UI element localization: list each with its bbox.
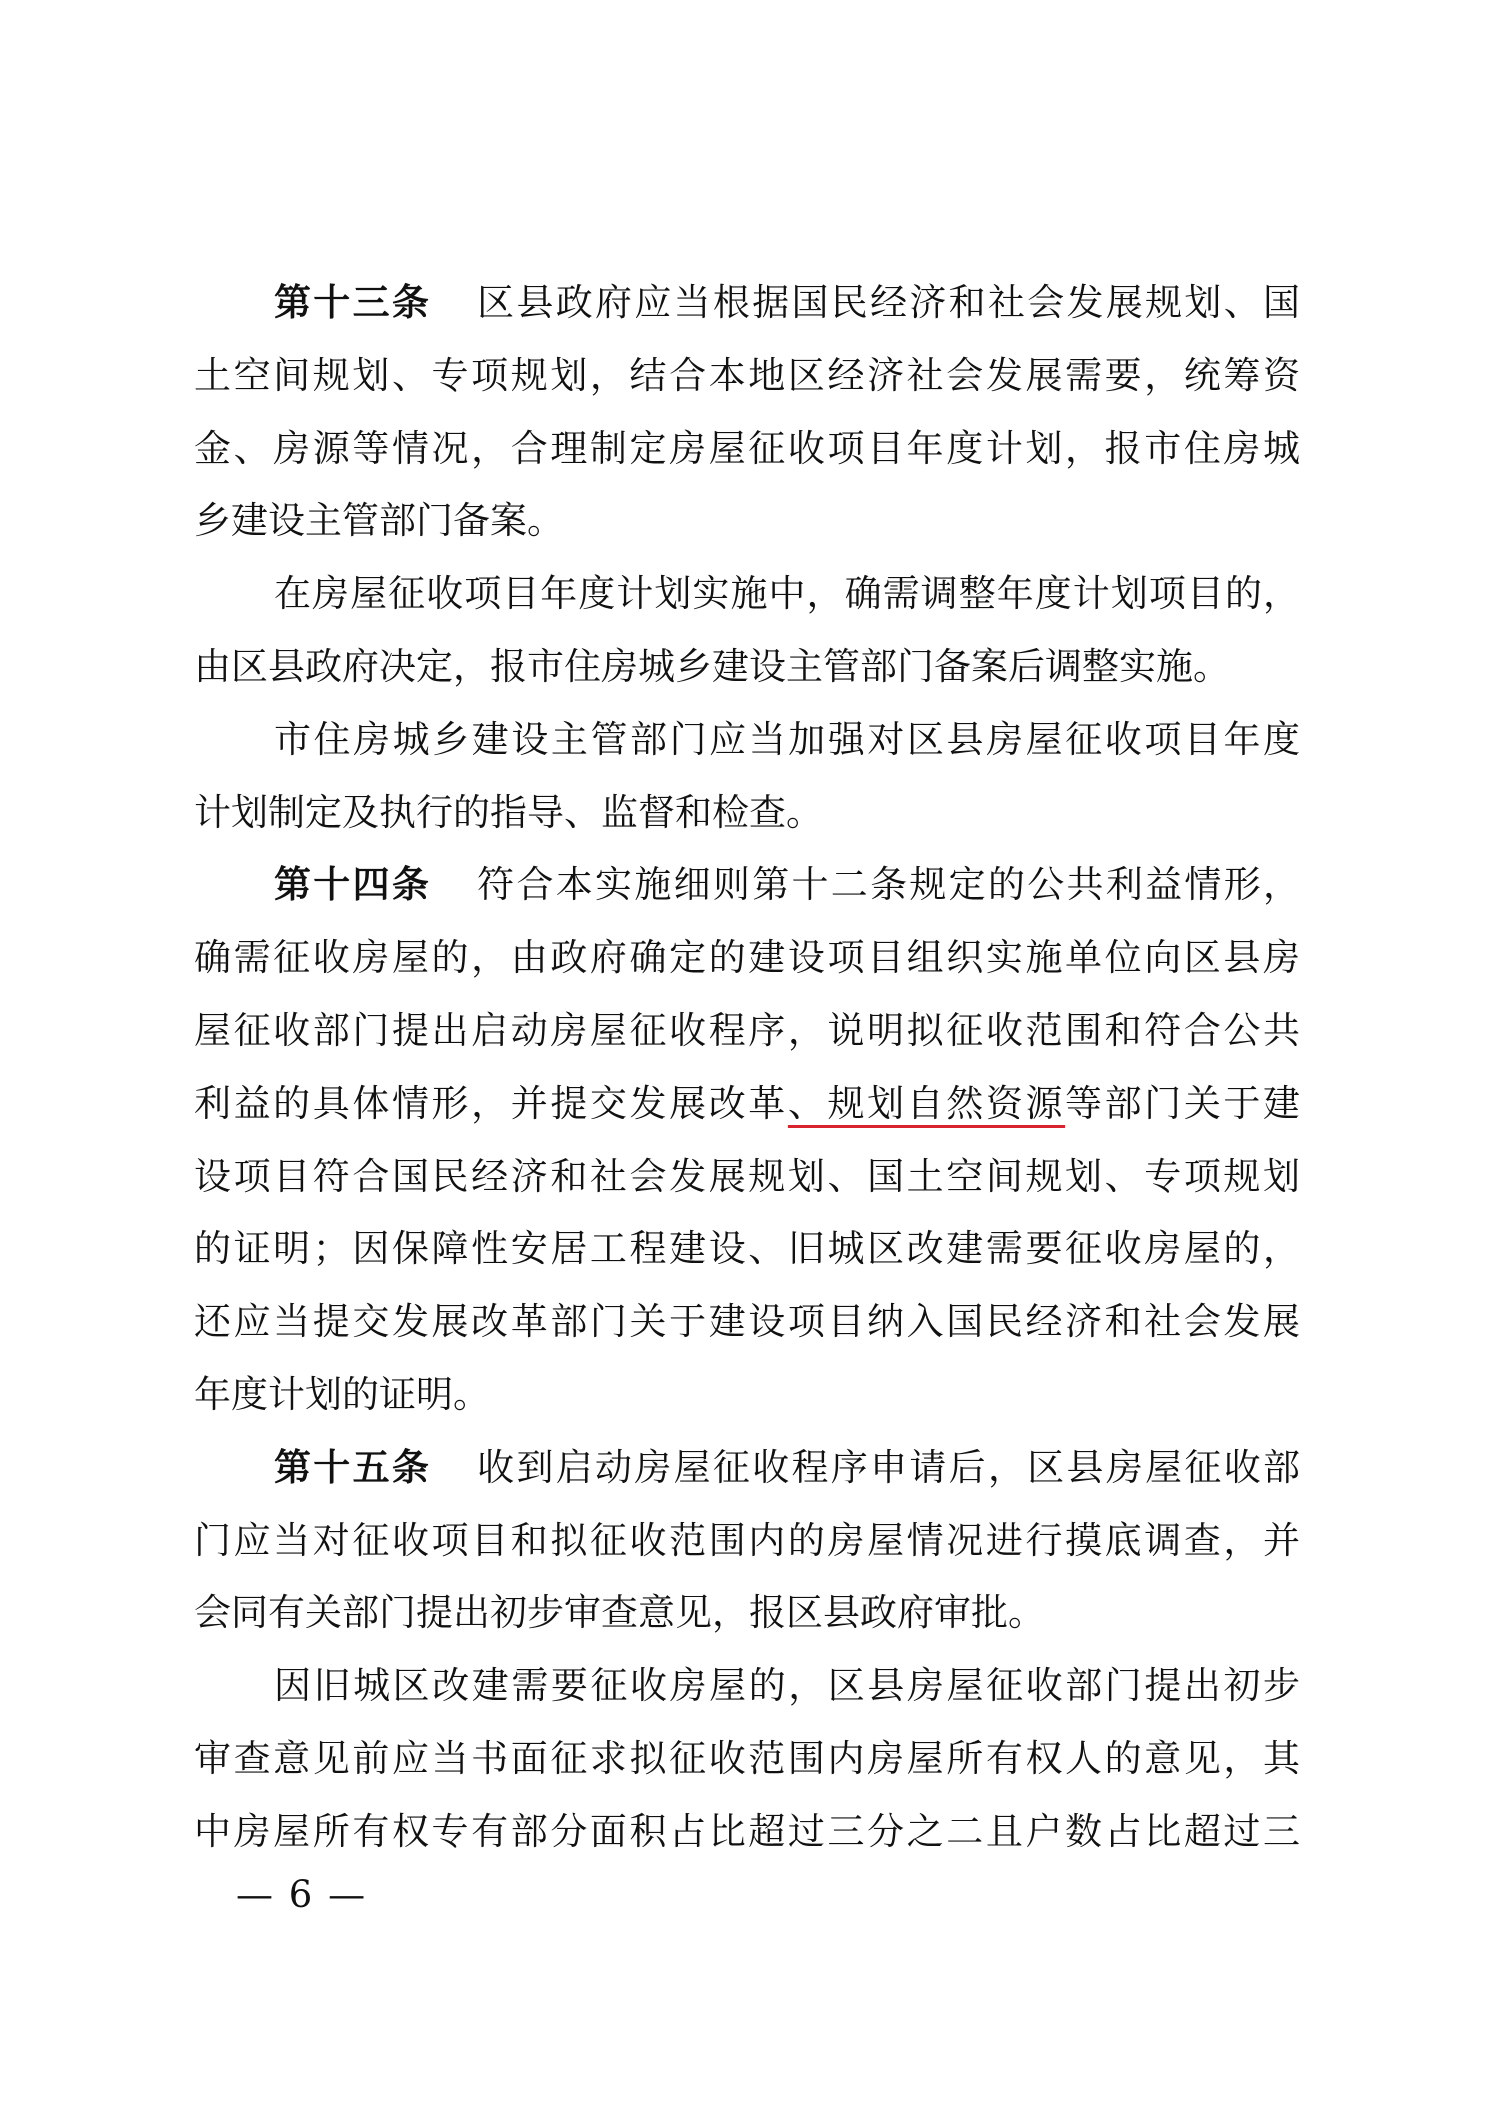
article-15-p2-line-3: 中房屋所有权专有部分面积占比超过三分之二且户数占比超过三 (194, 1809, 1300, 1853)
article-13-line-3: 金、房源等情况，合理制定房屋征收项目年度计划，报市住房城 (194, 426, 1300, 470)
article-13-p2-line-1: 在房屋征收项目年度计划实施中，确需调整年度计划项目的， (274, 572, 1300, 616)
article-14-line-4 (194, 1068, 1300, 1141)
article-14-first-line (194, 849, 1300, 922)
document-body (194, 267, 1300, 1869)
article-15-heading: 第十五条 (274, 1445, 432, 1489)
article-15-line-2: 门应当对征收项目和拟征收范围内的房屋情况进行摸底调查，并 (194, 1518, 1300, 1562)
article-14-line-4-end: 等部门关于建 (1065, 1081, 1301, 1125)
article-13-p2-line-2: 由区县政府决定，报市住房城乡建设主管部门备案后调整实施。 (194, 644, 1230, 688)
page-number: — 6 — (236, 1873, 368, 1916)
article-14-line-1: 符合本实施细则第十二条规定的公共利益情形， (477, 863, 1301, 907)
article-15-p2-line-2: 审查意见前应当书面征求拟征收范围内房屋所有权人的意见，其 (194, 1736, 1300, 1780)
article-13-heading: 第十三条 (274, 281, 432, 324)
article-14-line-5: 设项目符合国民经济和社会发展规划、国土空间规划、专项规划 (194, 1154, 1300, 1198)
article-13-p3-line-2: 计划制定及执行的指导、监督和检查。 (194, 790, 823, 834)
article-15-p2-line-1: 因旧城区改建需要征收房屋的，区县房屋征收部门提出初步 (274, 1664, 1300, 1708)
article-15-first-line (194, 1432, 1300, 1505)
article-14-line-7: 还应当提交发展改革部门关于建设项目纳入国民经济和社会发展 (194, 1300, 1300, 1344)
article-15-line-1: 收到启动房屋征收程序申请后，区县房屋征收部 (477, 1445, 1301, 1489)
article-14-line-3: 屋征收部门提出启动房屋征收程序，说明拟征收范围和符合公共 (194, 1008, 1300, 1052)
article-14-line-2: 确需征收房屋的，由政府确定的建设项目组织实施单位向区县房 (194, 936, 1300, 980)
article-14-line-8: 年度计划的证明。 (194, 1372, 490, 1416)
article-13-line-1: 区县政府应当根据国民经济和社会发展规划、国 (477, 281, 1301, 324)
article-13-first-line (194, 267, 1300, 340)
article-13-line-4: 乡建设主管部门备案。 (194, 499, 564, 543)
article-13-p3-line-1: 市住房城乡建设主管部门应当加强对区县房屋征收项目年度 (274, 717, 1300, 761)
article-15-line-3: 会同有关部门提出初步审查意见，报区县政府审批。 (194, 1591, 1045, 1635)
article-14-heading: 第十四条 (274, 863, 432, 907)
underlined-annotation: 、规划自然资源 (787, 1081, 1066, 1125)
article-14-line-6: 的证明；因保障性安居工程建设、旧城区改建需要征收房屋的， (194, 1227, 1300, 1271)
article-13-line-2: 土空间规划、专项规划，结合本地区经济社会发展需要，统筹资 (194, 353, 1300, 397)
article-14-line-4-start: 利益的具体情形，并提交发展改革 (194, 1081, 788, 1125)
